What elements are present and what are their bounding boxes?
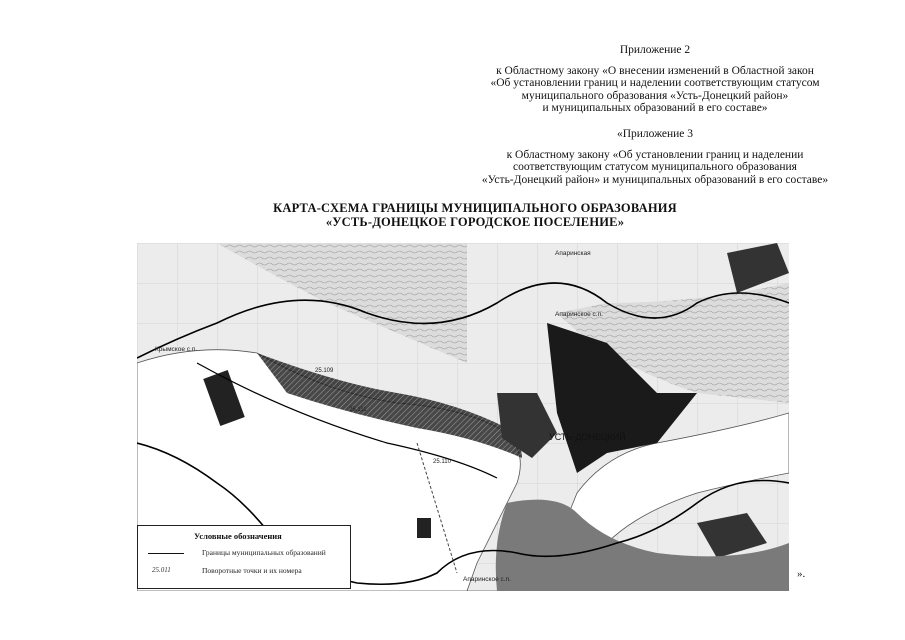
- map-title-line-1: КАРТА-СХЕМА ГРАНИЦЫ МУНИЦИПАЛЬНОГО ОБРАЗОВАНИЯ: [273, 201, 677, 215]
- legend-title: Условные обозначения: [194, 531, 282, 541]
- map-title-line-2: «УСТЬ-ДОНЕЦКОЕ ГОРОДСКОЕ ПОСЕЛЕНИЕ»: [325, 215, 625, 229]
- annex-3-line: «Усть-Донецкий район» и муниципальных образований в его составе»: [481, 173, 829, 186]
- turning-point-label: 25.110: [433, 459, 451, 465]
- annex-2-line: и муниципальных образований в его составе»: [542, 102, 768, 114]
- annex-2-block: [455, 44, 855, 115]
- legend-item-label: Границы муниципальных образований: [202, 548, 326, 557]
- annex-2-line: «Об установлении границ и наделении соответствующим статусом: [490, 77, 820, 89]
- turning-point-label: 25.109: [315, 368, 334, 374]
- closing-quote-mark: ».: [797, 568, 806, 580]
- annex-2-heading: Приложение 2: [619, 44, 691, 56]
- annex-3-line: соответствующим статусом муниципального образования: [513, 161, 797, 173]
- annex-2-line: к Областному закону «О внесении изменений в Областной закон: [496, 64, 814, 77]
- settlement-label-west: Крымское с.п.: [155, 346, 198, 353]
- legend-item-boundary: [146, 548, 346, 560]
- city-label: УСТЬ-ДОНЕЦКИЙ: [549, 432, 626, 442]
- settlement-label-north: Апаринское с.п.: [555, 311, 603, 318]
- annex-3-heading: «Приложение 3: [616, 128, 694, 140]
- block-south: [417, 518, 431, 538]
- turning-point-label: 25.111: [349, 407, 367, 413]
- legend-item-label: Поворотные точки и их номера: [202, 566, 302, 575]
- map-title: [160, 201, 790, 229]
- turning-point-icon: 25.011: [152, 566, 171, 574]
- annex-3-line: к Областному закону «Об установлении границ и наделении: [506, 148, 804, 161]
- settlement-label-south: Апаринское с.п.: [463, 576, 511, 583]
- legend-item-points: [146, 566, 346, 578]
- annex-3-block: [455, 128, 855, 186]
- annex-2-line: муниципального образования «Усть-Донецкий район»: [521, 89, 789, 102]
- map-legend: [137, 525, 351, 589]
- settlement-label-northeast: Апаринская: [555, 250, 591, 257]
- legend-line-icon: [148, 553, 184, 554]
